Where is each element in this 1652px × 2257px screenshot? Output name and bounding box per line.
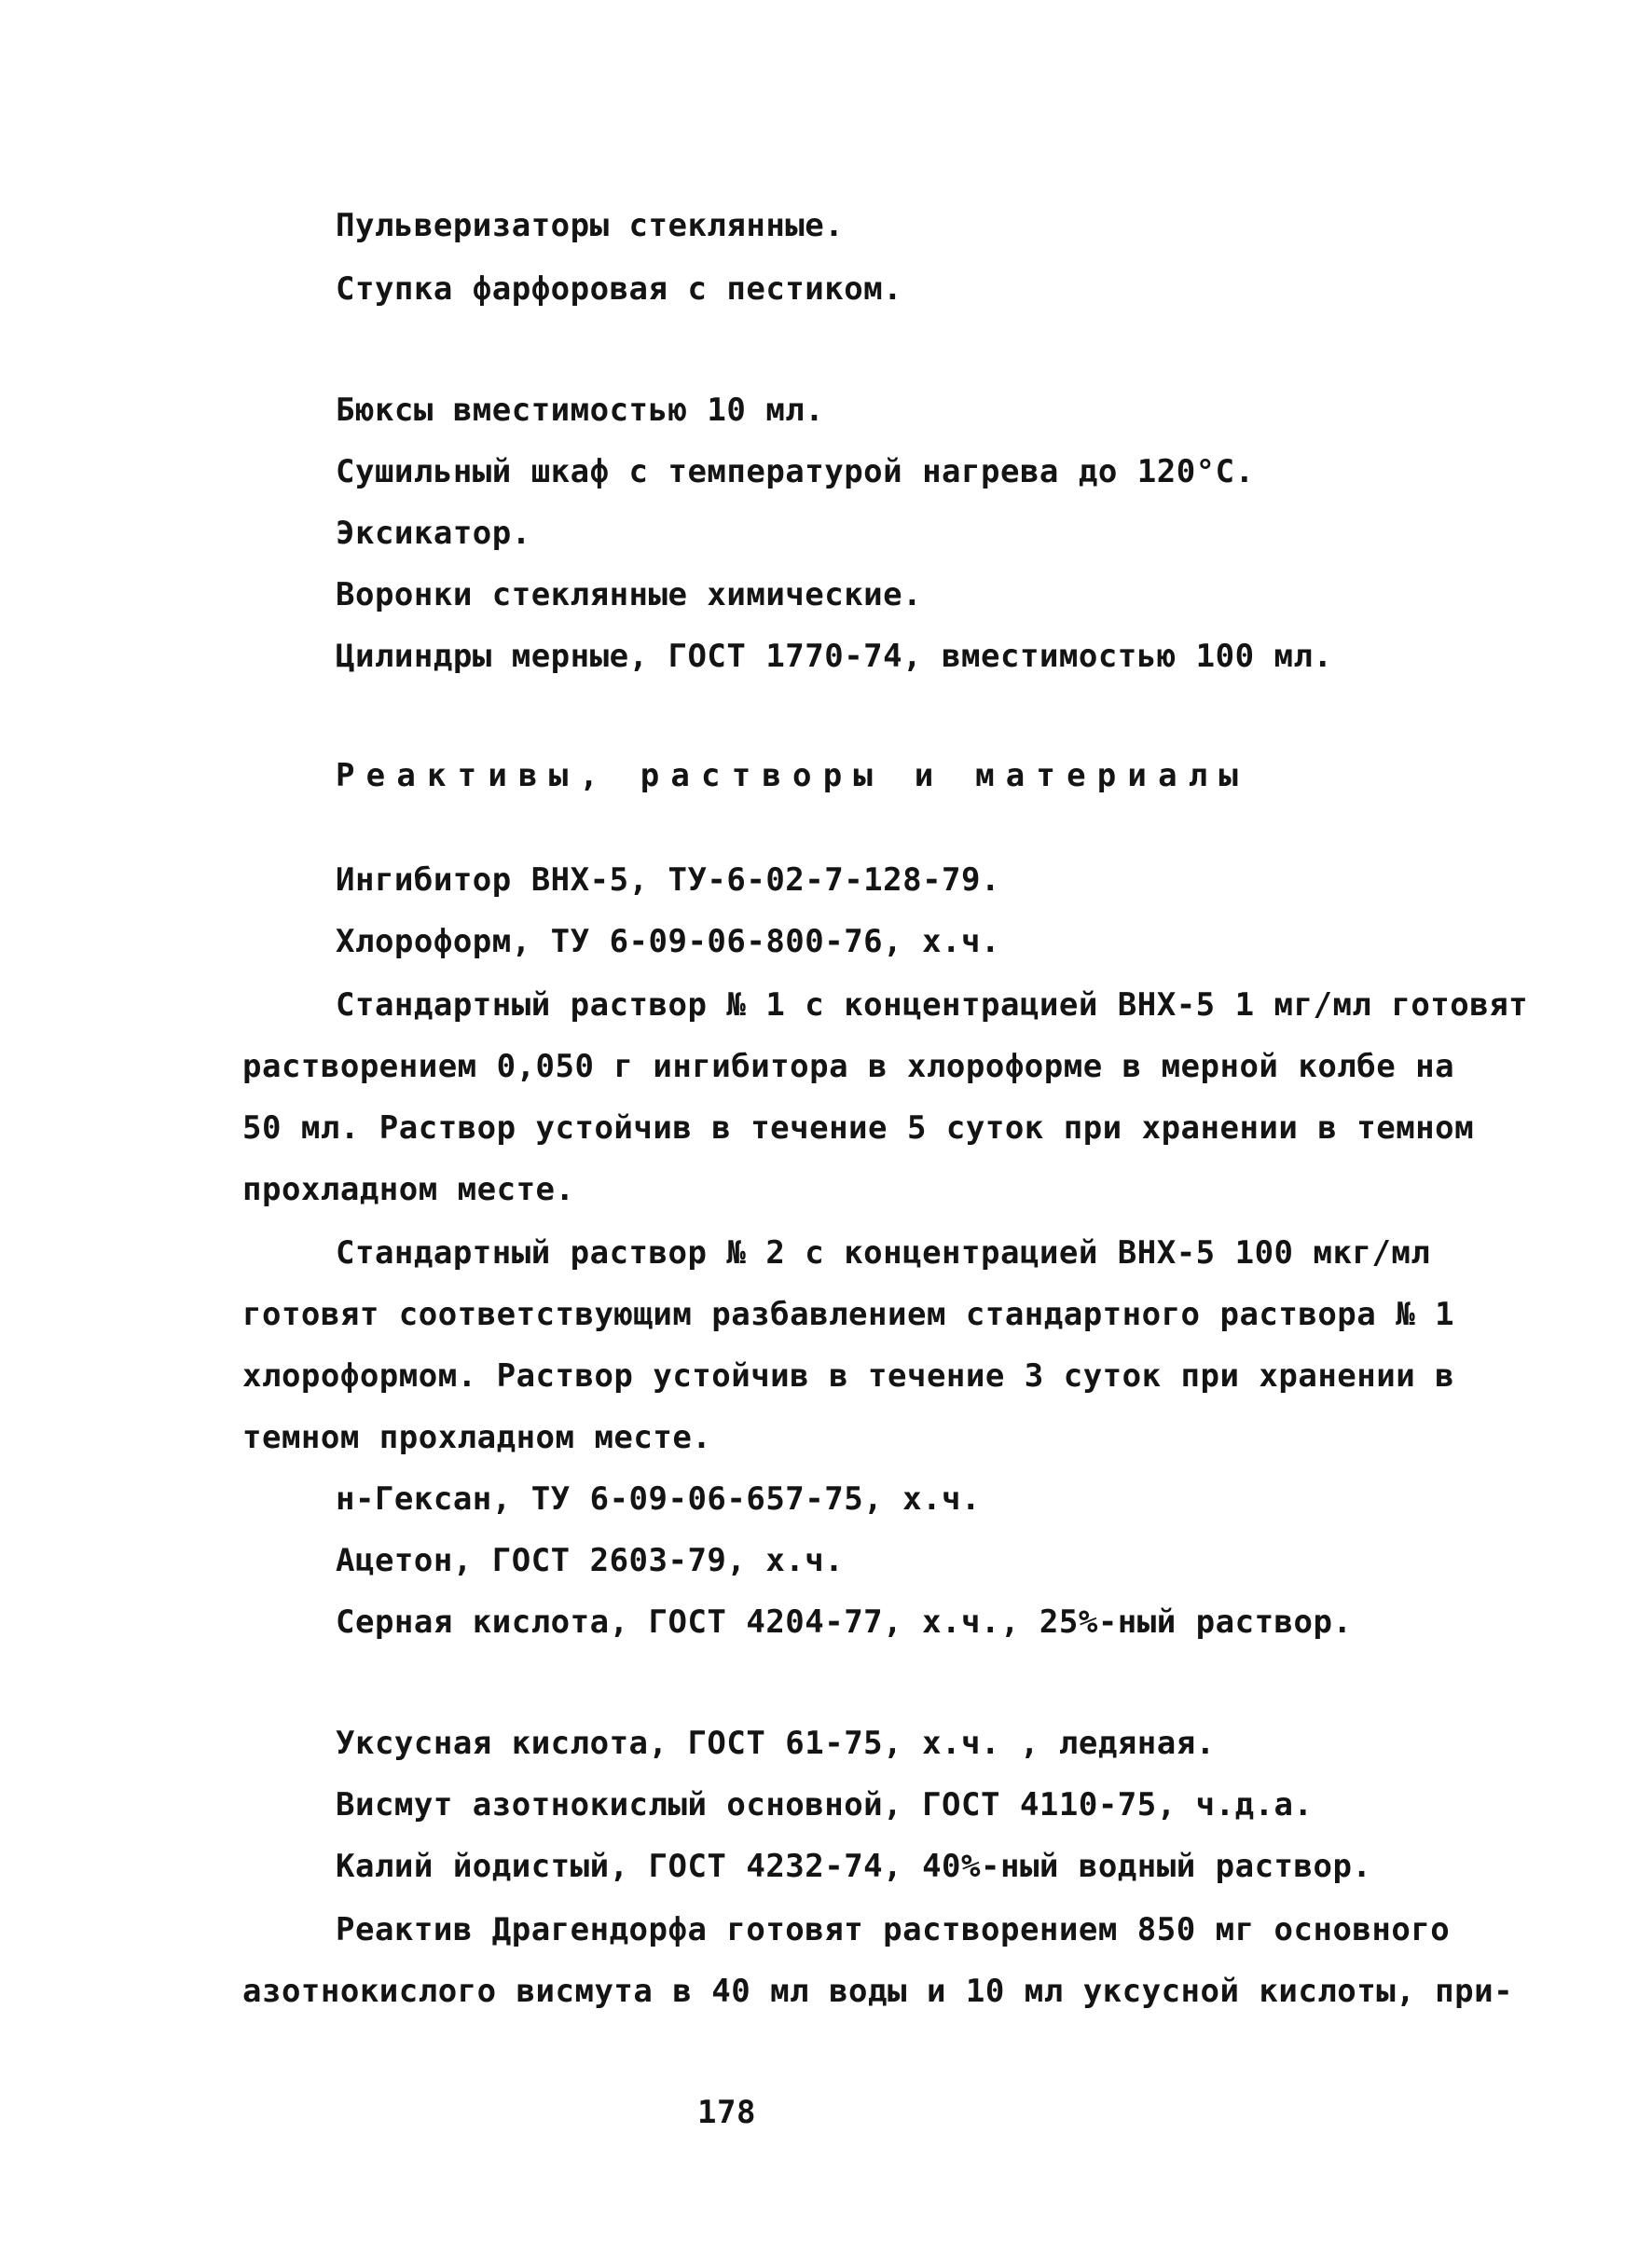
equipment-line: Сушильный шкаф с температурой нагрева до 120°С. xyxy=(336,453,1255,490)
page-number: 178 xyxy=(697,2094,756,2131)
paragraph-line: хлороформом. Раствор устойчив в течение 3 суток при хранении в xyxy=(242,1357,1455,1395)
reagent-line: Хлороформ, ТУ 6-09-06-800-76, х.ч. xyxy=(336,923,1000,960)
paragraph-line: темном прохладном месте. xyxy=(242,1419,712,1456)
equipment-line: Цилиндры мерные, ГОСТ 1770-74, вместимостью 100 мл. xyxy=(336,638,1333,675)
paragraph-line: азотнокислого висмута в 40 мл воды и 10 мл уксусной кислоты, при- xyxy=(242,1973,1514,2010)
reagent-line: Висмут азотнокислый основной, ГОСТ 4110-75, ч.д.а. xyxy=(336,1786,1314,1823)
equipment-line: Эксикатор. xyxy=(336,515,531,552)
reagent-line: Серная кислота, ГОСТ 4204-77, х.ч., 25%-ный раствор. xyxy=(336,1603,1353,1641)
equipment-line: Воронки стеклянные химические. xyxy=(336,576,923,613)
paragraph-line: растворением 0,050 г ингибитора в хлороформе в мерной колбе на xyxy=(242,1048,1455,1085)
equipment-line: Пульверизаторы стеклянные. xyxy=(336,207,845,244)
paragraph-line: прохладном месте. xyxy=(242,1171,575,1208)
paragraph-line: Реактив Драгендорфа готовят растворением 850 мг основного xyxy=(336,1911,1451,1948)
reagent-line: Уксусная кислота, ГОСТ 61-75, х.ч. , ледяная. xyxy=(336,1725,1216,1762)
paragraph-line: Стандартный раствор № 2 с концентрацией ВНХ-5 100 мкг/мл xyxy=(336,1234,1431,1272)
equipment-line: Бюксы вместимостью 10 мл. xyxy=(336,392,825,429)
reagent-line: Ацетон, ГОСТ 2603-79, х.ч. xyxy=(336,1542,845,1579)
equipment-line: Ступка фарфоровая с пестиком. xyxy=(336,270,903,308)
paragraph-line: 50 мл. Раствор устойчив в течение 5 суток при хранении в темном xyxy=(242,1109,1475,1147)
reagent-line: Калий йодистый, ГОСТ 4232-74, 40%-ный водный раствор. xyxy=(336,1848,1372,1885)
paragraph-line: готовят соответствующим разбавлением стандартного раствора № 1 xyxy=(242,1296,1455,1333)
paragraph-line: Стандартный раствор № 1 с концентрацией ВНХ-5 1 мг/мл готовят xyxy=(336,986,1529,1024)
reagent-line: Ингибитор ВНХ-5, ТУ-6-02-7-128-79. xyxy=(336,861,1000,899)
section-heading: Реактивы, растворы и материалы xyxy=(336,757,1250,794)
reagent-line: н-Гексан, ТУ 6-09-06-657-75, х.ч. xyxy=(336,1480,982,1518)
